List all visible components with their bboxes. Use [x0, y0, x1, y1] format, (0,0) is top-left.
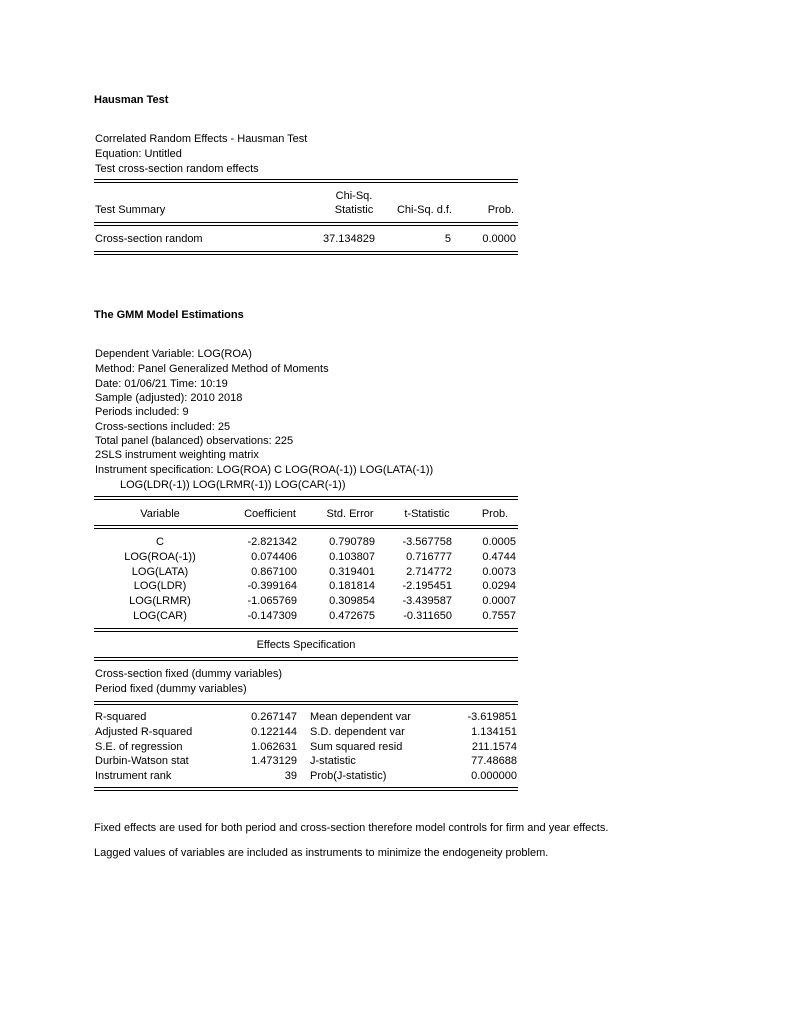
header-prob: Prob.	[487, 204, 514, 216]
header-prob: Prob.	[481, 508, 509, 520]
header-coefficient: Coefficient	[244, 508, 296, 520]
divider	[94, 251, 518, 252]
stat-label: J-statistic	[310, 755, 356, 768]
header-test-summary: Test Summary	[95, 204, 166, 216]
header-variable: Variable	[140, 508, 180, 520]
coef-variable: LOG(LRMR)	[129, 595, 191, 608]
coef-prob: 0.0007	[482, 595, 516, 608]
coef-variable: LOG(CAR)	[133, 609, 187, 622]
hausman-row-label: Cross-section random	[95, 233, 203, 245]
gmm-info-line: Periods included: 9	[95, 406, 189, 418]
gmm-info-line: Method: Panel Generalized Method of Moments	[95, 363, 329, 375]
coef-variable: C	[156, 536, 164, 548]
stat-label: Sum squared resid	[310, 740, 403, 753]
divider	[94, 182, 518, 183]
effects-item: Cross-section fixed (dummy variables)	[95, 668, 283, 680]
coef-coefficient: -2.821342	[247, 536, 297, 548]
coef-std-error: 0.181814	[329, 580, 375, 593]
divider	[94, 225, 518, 226]
divider	[94, 660, 518, 661]
note-paragraph: Lagged values of variables are included as instruments to minimize the endogeneity problem.	[94, 847, 549, 859]
coef-prob: 0.0294	[482, 580, 516, 593]
gmm-info-line: Sample (adjusted): 2010 2018	[95, 392, 243, 404]
gmm-info-line: Instrument specification: LOG(ROA) C LOG(ROA(-1)) LOG(LATA(-1))	[95, 464, 434, 476]
coef-std-error: 0.319401	[329, 565, 375, 578]
gmm-info-line: Total panel (balanced) observations: 225	[95, 435, 294, 447]
stat-value: 0.122144	[251, 725, 297, 738]
gmm-info-line: Date: 01/06/21 Time: 10:19	[95, 378, 228, 390]
stat-value: 77.48688	[471, 755, 517, 768]
stat-value: 39	[284, 770, 297, 783]
stat-value: 1.473129	[251, 755, 297, 768]
divider	[94, 657, 518, 658]
stat-label: S.E. of regression	[95, 740, 183, 753]
divider	[94, 499, 518, 500]
stat-label: Mean dependent var	[310, 711, 411, 723]
coef-prob: 0.4744	[482, 550, 516, 563]
coef-coefficient: 0.074406	[251, 550, 297, 563]
divider	[94, 704, 518, 705]
header-t-statistic: t-Statistic	[404, 508, 450, 520]
coef-coefficient: -1.065769	[247, 595, 297, 608]
divider	[94, 790, 518, 791]
stat-value: 0.267147	[251, 711, 297, 723]
divider	[94, 179, 518, 180]
stat-value: 0.000000	[471, 770, 517, 783]
divider	[94, 525, 518, 526]
stat-label: Prob(J-statistic)	[310, 770, 387, 783]
header-chisq-bottom: Statistic	[334, 204, 374, 216]
coef-t-statistic: -2.195451	[402, 580, 452, 593]
gmm-heading: The GMM Model Estimations	[94, 309, 244, 321]
coef-prob: 0.0005	[482, 536, 516, 548]
divider	[94, 701, 518, 702]
effects-specification-title: Effects Specification	[256, 639, 356, 651]
header-chisq-top: Chi-Sq.	[335, 190, 373, 202]
hausman-info-line: Test cross-section random effects	[95, 163, 259, 175]
coef-coefficient: -0.147309	[247, 609, 297, 622]
divider	[94, 628, 518, 629]
hausman-info-line: Correlated Random Effects - Hausman Test	[95, 133, 308, 145]
stat-label: Instrument rank	[95, 770, 172, 783]
stat-value: 211.1574	[471, 740, 517, 753]
header-df: Chi-Sq. d.f.	[396, 204, 452, 216]
hausman-heading: Hausman Test	[94, 94, 169, 106]
coef-prob: 0.0073	[482, 565, 516, 578]
gmm-info-line: Cross-sections included: 25	[95, 421, 231, 433]
coef-std-error: 0.790789	[329, 536, 375, 548]
stat-label: S.D. dependent var	[310, 725, 405, 738]
coef-t-statistic: -0.311650	[403, 609, 452, 622]
hausman-info-line: Equation: Untitled	[95, 148, 182, 160]
gmm-info-line: 2SLS instrument weighting matrix	[95, 449, 259, 461]
coef-std-error: 0.472675	[329, 609, 375, 622]
gmm-info-line: Dependent Variable: LOG(ROA)	[95, 348, 252, 360]
hausman-statistic: 37.134829	[323, 233, 375, 245]
coef-t-statistic: -3.567758	[402, 536, 452, 548]
coef-std-error: 0.309854	[329, 595, 375, 608]
coef-coefficient: -0.399164	[247, 580, 297, 593]
coef-std-error: 0.103807	[329, 550, 375, 563]
divider	[94, 787, 518, 788]
stat-value: 1.062631	[251, 740, 297, 753]
divider	[94, 496, 518, 497]
coef-t-statistic: 0.716777	[406, 550, 452, 563]
stat-label: Adjusted R-squared	[95, 725, 193, 738]
coef-t-statistic: -3.439587	[402, 595, 452, 608]
stat-label: R-squared	[95, 711, 147, 723]
stat-label: Durbin-Watson stat	[95, 755, 189, 768]
coef-variable: LOG(LDR)	[133, 580, 187, 593]
coef-variable: LOG(ROA(-1))	[124, 550, 196, 563]
coef-prob: 0.7557	[482, 609, 516, 622]
hausman-df: 5	[444, 233, 451, 245]
header-std-error: Std. Error	[326, 508, 374, 520]
divider	[94, 528, 518, 529]
divider	[94, 631, 518, 632]
stat-value: 1.134151	[471, 725, 517, 738]
effects-item: Period fixed (dummy variables)	[95, 683, 247, 695]
coef-coefficient: 0.867100	[251, 565, 297, 578]
divider	[94, 254, 518, 255]
stat-value: -3.619851	[467, 711, 517, 723]
hausman-prob: 0.0000	[482, 233, 516, 245]
coef-variable: LOG(LATA)	[131, 565, 189, 578]
divider	[94, 222, 518, 223]
coef-t-statistic: 2.714772	[406, 565, 452, 578]
gmm-info-line: LOG(LDR(-1)) LOG(LRMR(-1)) LOG(CAR(-1))	[120, 479, 346, 491]
note-paragraph: Fixed effects are used for both period and cross-section therefore model controls for firm and year effects.	[94, 822, 609, 834]
